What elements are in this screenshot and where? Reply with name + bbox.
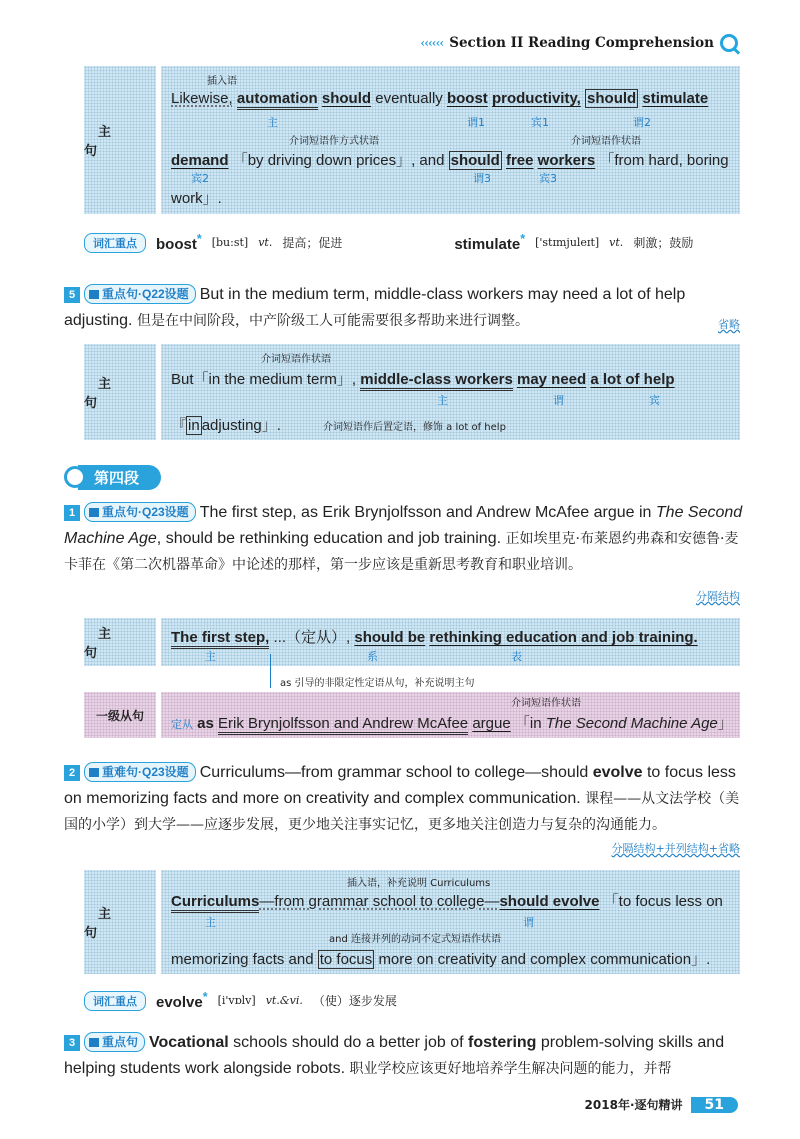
word-vocational: Vocational — [149, 1034, 229, 1051]
word-automation: automation — [237, 90, 318, 110]
magnifier-icon — [720, 34, 738, 52]
word-demand: demand — [171, 152, 229, 169]
vocab-ipa-boost: [bu:st] — [211, 236, 249, 249]
vocab-word-boost: boost* — [156, 232, 202, 253]
phrase-predicative: rethinking education and job training. — [429, 629, 698, 646]
vocab-pos-evolve: vt.&vi. — [265, 994, 303, 1007]
box-label: 一级从句 — [84, 692, 156, 738]
sentence-line-2 — [171, 149, 729, 170]
tag-link: 系 — [367, 650, 378, 663]
word-as: as — [197, 715, 214, 732]
word-in: in — [188, 417, 200, 434]
word-boost: boost — [446, 90, 488, 107]
analysis-box-clause — [84, 692, 740, 738]
sentence-tag: 重难句·Q23设题 — [84, 762, 196, 782]
flag-icon — [89, 290, 99, 299]
phrase-object: a lot of help — [590, 371, 675, 388]
box-content — [161, 618, 740, 666]
box-label: 主 句 — [84, 66, 156, 214]
analysis-box-main-2 — [84, 344, 740, 440]
tag-predicate: 谓 — [523, 916, 534, 929]
sentence-text-a: Curriculums—from grammar school to college—should — [199, 764, 593, 781]
phrase-to-focus-2: to focus — [319, 951, 373, 968]
sentence-line — [171, 626, 698, 647]
annotation-and: and 连接并列的动词不定式短语作状语 — [329, 934, 501, 945]
sentence-tag: 重点句·Q22设题 — [84, 284, 196, 304]
annotation-prep: 介词短语作状语 — [261, 354, 331, 365]
clause-note: as 引导的非限定性定语从句，补充说明主句 — [280, 678, 475, 689]
phrase-subject: The first step, — [171, 629, 269, 649]
word-should-1: should — [321, 90, 372, 107]
sentence-2 — [64, 760, 744, 838]
tag-subject: 主 — [205, 916, 216, 929]
box-content — [161, 692, 740, 738]
book-title: The Second Machine Age — [64, 504, 743, 547]
tag-predicative: 表 — [511, 650, 522, 663]
connector-line — [270, 654, 271, 688]
section-heading — [64, 464, 161, 490]
sentence-line: 定从 as Erik Brynjolfsson and Andrew McAfee argue 「in The Second Machine Age」 — [171, 712, 733, 733]
analysis-box-main-3 — [84, 618, 740, 666]
tag-subject: 主 — [205, 650, 216, 663]
tag-subject: 主 — [267, 116, 278, 129]
analysis-box-main-1 — [84, 66, 740, 214]
tag-predicate: 谓 — [553, 394, 564, 407]
vocab-tag: 词汇重点 — [84, 991, 146, 1011]
phrase-clause: ...（定从）, — [273, 629, 351, 646]
structure-label-1: 分隔结构 — [696, 590, 740, 603]
word-stimulate: stimulate — [642, 90, 709, 107]
vocab-pos-stimulate: vt. — [609, 236, 624, 249]
box-content — [161, 344, 740, 440]
phrase-predicate: may need — [516, 371, 587, 388]
sentence-translation: 但是在中间阶段，中产阶级工人可能需要很多帮助来进行调整。 — [136, 313, 529, 329]
page-number: 51 — [691, 1097, 738, 1113]
word-free: free — [505, 152, 534, 169]
annotation-insert: 插入语，补充说明 Curriculums — [347, 878, 491, 889]
tag-subject: 主 — [437, 394, 448, 407]
word-evolve: evolve — [592, 764, 643, 781]
tag-obj-3: 宾3 — [539, 172, 557, 185]
vocab-meaning-stimulate: 刺激；鼓励 — [633, 236, 694, 250]
flag-icon — [89, 508, 99, 517]
sentence-text-b: schools should do a better job of — [228, 1034, 468, 1051]
sentence-1 — [64, 500, 744, 578]
structure-label-2: 分隔结构+并列结构+省略 — [611, 842, 740, 855]
phrase-by-driving: 「by driving down prices」, and — [232, 152, 445, 169]
vocab-row-2 — [84, 990, 397, 1011]
vocab-tag: 词汇重点 — [84, 233, 146, 253]
vocab-word-evolve: evolve* — [156, 990, 208, 1011]
word-adjusting: adjusting」. — [201, 417, 281, 434]
annotation-prep-2: 介词短语作状语 — [571, 136, 641, 147]
vocab-word-stimulate: stimulate* — [454, 232, 526, 253]
tag-pred-2: 谓2 — [633, 116, 651, 129]
vocab-row-1 — [84, 232, 693, 253]
sentence-tag: 重点句 — [84, 1032, 145, 1052]
tag-pred-3: 谓3 — [473, 172, 491, 185]
sentence-text-a: The first step, as Erik Brynjolfsson and Andrew McAfee argue in — [199, 504, 656, 521]
word-argue: argue — [472, 715, 511, 732]
sentence-5 — [64, 282, 744, 334]
phrase-subject: Erik Brynjolfsson and Andrew McAfee — [218, 715, 468, 735]
word-should-3: should — [450, 152, 500, 169]
flag-icon — [89, 768, 99, 777]
sentence-line-3: work」. — [171, 190, 222, 207]
tag-attributive: 定从 — [171, 718, 193, 731]
word-likewise: Likewise, — [171, 90, 233, 107]
vocab-ipa-evolve: [i'vɒlv] — [217, 994, 256, 1007]
page-footer — [585, 1096, 738, 1113]
sentence-3 — [64, 1030, 744, 1082]
structure-label-5: 省略 — [718, 318, 740, 331]
book-title: The Second Machine Age — [545, 715, 718, 732]
tag-obj-1: 宾1 — [531, 116, 549, 129]
word-fostering: fostering — [468, 1034, 537, 1051]
sentence-number: 3 — [64, 1035, 80, 1051]
vocab-pos-boost: vt. — [258, 236, 273, 249]
header-title: Section II Reading Comprehension — [449, 35, 714, 51]
phrase-to-focus: 「to focus less on — [603, 893, 723, 910]
box-label: 主 句 — [84, 618, 156, 666]
tag-pred-1: 谓1 — [467, 116, 485, 129]
sentence-translation: 正如埃里克·布莱恩约弗森和安德鲁·麦卡菲在《第二次机器革命》中论述的那样，第一步应该是重新思考教育和职业培训。 — [64, 531, 739, 573]
header-arrows: ‹‹‹‹‹‹ — [420, 36, 444, 50]
phrase-from-hard: 「from hard, boring — [599, 152, 729, 169]
section-title: 第四段 — [78, 465, 161, 490]
box-label: 主 句 — [84, 870, 156, 974]
analysis-box-main-5 — [84, 870, 740, 974]
phrase-subject: middle-class workers — [360, 371, 513, 391]
sentence-text-c: to focus less on memorizing facts and more on creativity and complex communication. — [64, 764, 736, 807]
phrase-link: should be — [354, 629, 426, 646]
sentence-translation: 职业学校应该更好地培养学生解决问题的能力，并帮 — [349, 1061, 672, 1077]
word-productivity: productivity, — [491, 90, 581, 107]
phrase-but: But「in the medium term」, — [171, 371, 357, 388]
sentence-tag: 重点句·Q23设题 — [84, 502, 196, 522]
sentence-text: But in the medium term, middle-class workers may need a lot of help adjusting. — [64, 286, 686, 329]
vocab-meaning-boost: 提高；促进 — [282, 236, 343, 250]
phrase-memorizing: memorizing facts and — [171, 951, 314, 968]
vocab-meaning-evolve: （使）逐步发展 — [312, 994, 397, 1008]
sentence-number: 5 — [64, 287, 80, 303]
vocab-ipa-stimulate: ['stɪmjuleɪt] — [535, 236, 600, 249]
sentence-text-d: problem-solving skills and helping students work alongside robots. — [64, 1034, 725, 1077]
running-header — [420, 34, 738, 52]
tag-obj-2: 宾2 — [191, 172, 209, 185]
sentence-text-b: , should be rethinking education and job training. — [156, 530, 502, 547]
sentence-line-2: 『 in adjusting」. — [171, 417, 281, 434]
magnifier-icon — [64, 466, 86, 488]
sentence-line-1 — [171, 368, 675, 389]
word-curriculums: Curriculums — [171, 893, 259, 913]
phrase-predicate: should evolve — [499, 893, 600, 910]
box-content — [161, 870, 740, 974]
sentence-line-1 — [171, 90, 708, 107]
word-eventually: eventually — [375, 90, 443, 107]
sentence-number: 1 — [64, 505, 80, 521]
tag-object: 宾 — [649, 394, 660, 407]
footer-label: 2018年·逐句精讲 — [584, 1098, 683, 1112]
sentence-number: 2 — [64, 765, 80, 781]
box-label: 主 句 — [84, 344, 156, 440]
phrase-in: 「in — [514, 715, 546, 732]
flag-icon — [89, 1038, 99, 1047]
box-content — [161, 66, 740, 214]
annotation-attributive: 介词短语作后置定语，修饰 a lot of help — [323, 422, 506, 433]
annotation-insert: 插入语 — [207, 76, 237, 87]
annotation-prep: 介词短语作状语 — [511, 698, 581, 709]
word-should-2: should — [587, 90, 637, 107]
sentence-line-1 — [171, 890, 723, 911]
phrase-insert: —from grammar school to college— — [259, 893, 500, 910]
annotation-prep-1: 介词短语作方式状语 — [289, 136, 379, 147]
sentence-line-2 — [171, 948, 710, 969]
phrase-more: more on creativity and complex communication」. — [378, 951, 711, 968]
sentence-translation: 课程——从文法学校（美国的小学）到大学——应逐步发展，更少地关注事实记忆，更多地关注创造力与复杂的沟通能力。 — [64, 791, 740, 833]
word-workers: workers — [537, 152, 596, 169]
